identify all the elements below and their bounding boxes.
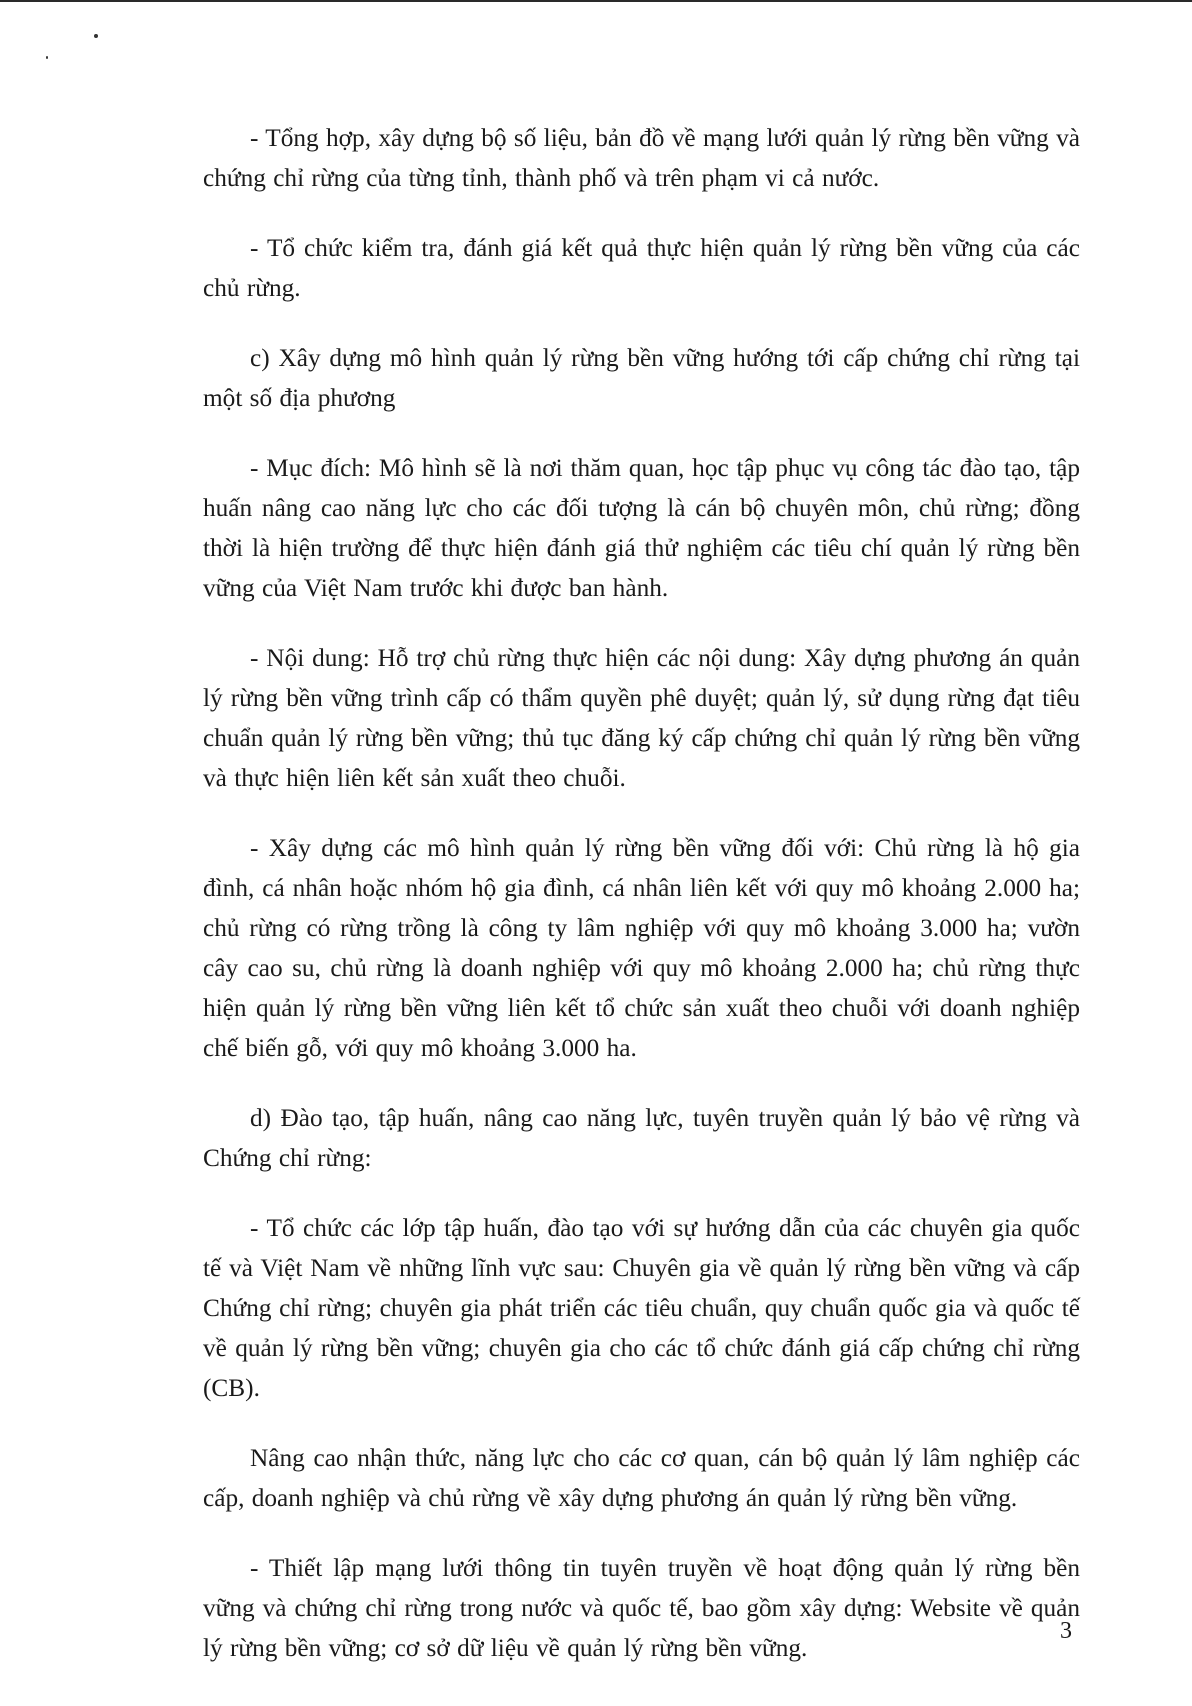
paragraph: - Tổng hợp, xây dựng bộ số liệu, bản đồ về mạng lưới quản lý rừng bền vững và chứng chỉ rừng của từng tỉnh, thành phố và trên phạm vi cả nước. — [203, 124, 1080, 192]
page-number: 3 — [1060, 1618, 1072, 1644]
paragraph: - Tổ chức các lớp tập huấn, đào tạo với sự hướng dẫn của các chuyên gia quốc tế và Việt Nam về những lĩnh vực sau: Chuyên gia về quản lý rừng bền vững và cấp Chứng chỉ rừng; chuyên gia phát triển các tiêu chuẩn, quy chuẩn quốc gia và quốc tế về quản lý rừng bền vững; chuyên gia cho các tổ chức đánh giá cấp chứng chỉ rừng (CB). — [203, 1214, 1080, 1402]
top-edge-line — [0, 0, 1192, 2]
scan-speck — [94, 34, 98, 38]
paragraph: - Xây dựng các mô hình quản lý rừng bền vững đối với: Chủ rừng là hộ gia đình, cá nhân hoặc nhóm hộ gia đình, cá nhân liên kết với quy mô khoảng 2.000 ha; chủ rừng có rừng trồng là công ty lâm nghiệp với quy mô khoảng 3.000 ha; vườn cây cao su, chủ rừng là doanh nghiệp với quy mô khoảng 2.000 ha; chủ rừng thực hiện quản lý rừng bền vững liên kết tổ chức sản xuất theo chuỗi với doanh nghiệp chế biến gỗ, với quy mô khoảng 3.000 ha. — [203, 834, 1080, 1062]
paragraph: - Tổ chức kiểm tra, đánh giá kết quả thực hiện quản lý rừng bền vững của các chủ rừng. — [203, 234, 1080, 302]
paragraph: - Mục đích: Mô hình sẽ là nơi thăm quan, học tập phục vụ công tác đào tạo, tập huấn nâng cao năng lực cho các đối tượng là cán bộ chuyên môn, chủ rừng; đồng thời là hiện trường để thực hiện đánh giá thử nghiệm các tiêu chí quản lý rừng bền vững của Việt Nam trước khi được ban hành. — [203, 454, 1080, 602]
section-heading-d: d) Đào tạo, tập huấn, nâng cao năng lực, tuyên truyền quản lý bảo vệ rừng và Chứng chỉ rừng: — [203, 1104, 1080, 1172]
paragraph: - Nội dung: Hỗ trợ chủ rừng thực hiện các nội dung: Xây dựng phương án quản lý rừng bền vững trình cấp có thẩm quyền phê duyệt; quản lý, sử dụng rừng đạt tiêu chuẩn quản lý rừng bền vững; thủ tục đăng ký cấp chứng chỉ quản lý rừng bền vững và thực hiện liên kết sản xuất theo chuỗi. — [203, 644, 1080, 792]
section-heading-c: c) Xây dựng mô hình quản lý rừng bền vững hướng tới cấp chứng chỉ rừng tại một số địa phương — [203, 344, 1080, 412]
paragraph: Nâng cao nhận thức, năng lực cho các cơ quan, cán bộ quản lý lâm nghiệp các cấp, doanh nghiệp và chủ rừng về xây dựng phương án quản lý rừng bền vững. — [203, 1444, 1080, 1512]
paragraph: - Thiết lập mạng lưới thông tin tuyên truyền về hoạt động quản lý rừng bền vững và chứng chỉ rừng trong nước và quốc tế, bao gồm xây dựng: Website về quản lý rừng bền vững; cơ sở dữ liệu về quản lý rừng bền vững. — [203, 1554, 1080, 1662]
scan-speck — [46, 56, 48, 59]
body-text — [203, 118, 1080, 1698]
